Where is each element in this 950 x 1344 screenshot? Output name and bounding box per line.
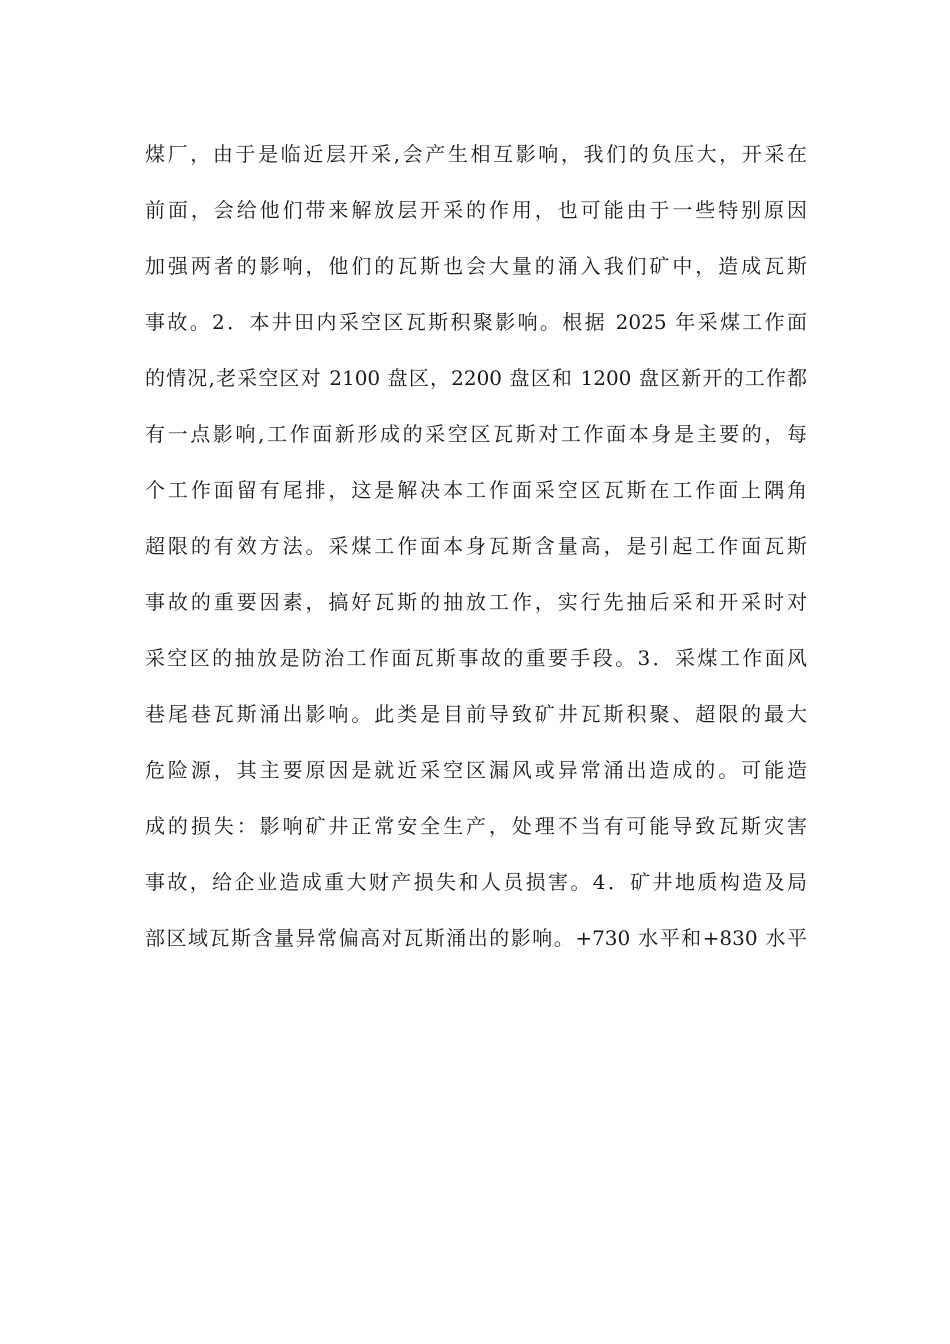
text-line: 的情况,老采空区对 2100 盘区，2200 盘区和 1200 盘区新开的工作都 xyxy=(145,366,807,390)
text-line: 前面，会给他们带来解放层开采的作用，也可能由于一些特别原因 xyxy=(145,198,807,222)
text-line: 采空区的抽放是防治工作面瓦斯事故的重要手段。3．采煤工作面风 xyxy=(145,646,807,670)
text-line: 危险源，其主要原因是就近采空区漏风或异常涌出造成的。可能造 xyxy=(145,758,807,782)
text-line: 超限的有效方法。采煤工作面本身瓦斯含量高，是引起工作面瓦斯 xyxy=(145,534,807,558)
text-line: 事故，给企业造成重大财产损失和人员损害。4．矿井地质构造及局 xyxy=(145,870,807,894)
text-line: 煤厂，由于是临近层开采,会产生相互影响，我们的负压大，开采在 xyxy=(145,142,807,166)
text-line: 个工作面留有尾排，这是解决本工作面采空区瓦斯在工作面上隅角 xyxy=(145,478,807,502)
text-line: 有一点影响,工作面新形成的采空区瓦斯对工作面本身是主要的，每 xyxy=(145,422,807,446)
text-line: 巷尾巷瓦斯涌出影响。此类是目前导致矿井瓦斯积聚、超限的最大 xyxy=(145,702,807,726)
text-line: 部区域瓦斯含量异常偏高对瓦斯涌出的影响。+730 水平和+830 水平 xyxy=(145,926,807,950)
body-text xyxy=(145,134,807,974)
text-line: 加强两者的影响，他们的瓦斯也会大量的涌入我们矿中，造成瓦斯 xyxy=(145,254,807,278)
text-line: 事故。2．本井田内采空区瓦斯积聚影响。根据 2025 年采煤工作面 xyxy=(145,310,807,334)
text-line: 成的损失：影响矿井正常安全生产，处理不当有可能导致瓦斯灾害 xyxy=(145,814,807,838)
text-line: 事故的重要因素，搞好瓦斯的抽放工作，实行先抽后采和开采时对 xyxy=(145,590,807,614)
